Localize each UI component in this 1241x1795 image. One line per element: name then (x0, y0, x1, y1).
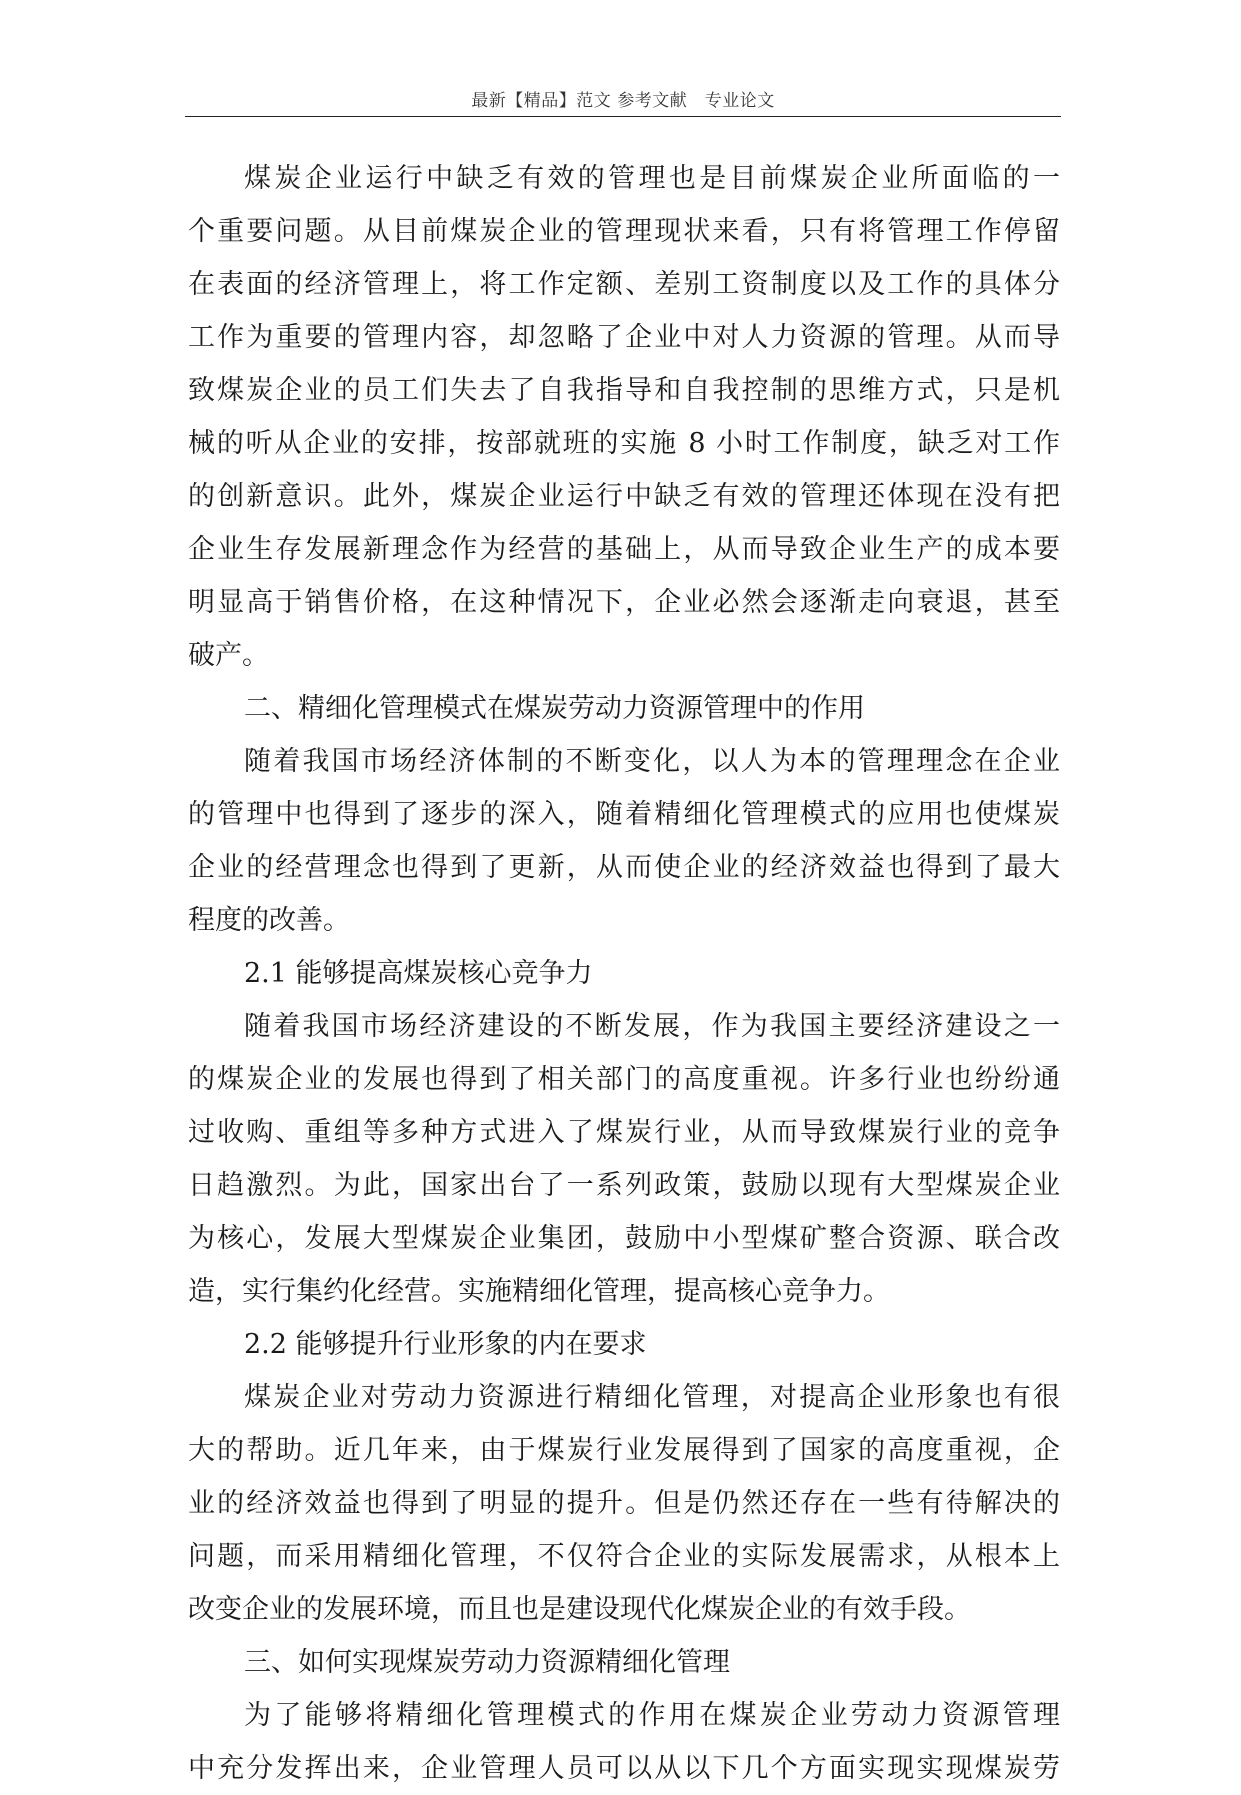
text-line: 业的经济效益也得到了明显的提升。但是仍然还存在一些有待解决的 (188, 1488, 1060, 1519)
text-line: 的管理中也得到了逐步的深入，随着精细化管理模式的应用也使煤炭 (188, 799, 1060, 830)
text-line: 程度的改善。 (188, 905, 350, 936)
text-line: 明显高于销售价格，在这种情况下，企业必然会逐渐走向衰退，甚至 (188, 587, 1060, 618)
text-line: 大的帮助。近几年来，由于煤炭行业发展得到了国家的高度重视，企 (188, 1435, 1060, 1466)
page-header (185, 86, 1061, 117)
text-line: 改变企业的发展环境，而且也是建设现代化煤炭企业的有效手段。 (188, 1594, 971, 1625)
text-line: 致煤炭企业的员工们失去了自我指导和自我控制的思维方式，只是机 (188, 375, 1060, 406)
text-line: 中充分发挥出来，企业管理人员可以从以下几个方面实现实现煤炭劳 (188, 1753, 1060, 1784)
text-line: 企业生存发展新理念作为经营的基础上，从而导致企业生产的成本要 (188, 534, 1060, 565)
text-line: 械的听从企业的安排，按部就班的实施 8 小时工作制度，缺乏对工作 (188, 428, 1060, 459)
text-line: 的煤炭企业的发展也得到了相关部门的高度重视。许多行业也纷纷通 (188, 1064, 1060, 1095)
text-line: 2.1 能够提高煤炭核心竞争力 (244, 958, 593, 989)
text-line: 二、精细化管理模式在煤炭劳动力资源管理中的作用 (244, 693, 865, 724)
text-line: 煤炭企业运行中缺乏有效的管理也是目前煤炭企业所面临的一 (244, 163, 1060, 194)
text-line: 为了能够将精细化管理模式的作用在煤炭企业劳动力资源管理 (244, 1700, 1060, 1731)
text-line: 问题，而采用精细化管理，不仅符合企业的实际发展需求，从根本上 (188, 1541, 1060, 1572)
text-line: 在表面的经济管理上，将工作定额、差别工资制度以及工作的具体分 (188, 269, 1060, 300)
text-line: 日趋激烈。为此，国家出台了一系列政策，鼓励以现有大型煤炭企业 (188, 1170, 1060, 1201)
text-line: 过收购、重组等多种方式进入了煤炭行业，从而导致煤炭行业的竞争 (188, 1117, 1060, 1148)
text-line: 破产。 (188, 640, 269, 671)
text-line: 企业的经营理念也得到了更新，从而使企业的经济效益也得到了最大 (188, 852, 1060, 883)
text-line: 工作为重要的管理内容，却忽略了企业中对人力资源的管理。从而导 (188, 322, 1060, 353)
text-line: 随着我国市场经济建设的不断发展，作为我国主要经济建设之一 (244, 1011, 1060, 1042)
text-line: 造，实行集约化经营。实施精细化管理，提高核心竞争力。 (188, 1276, 890, 1307)
text-line: 2.2 能够提升行业形象的内在要求 (244, 1329, 647, 1360)
text-line: 为核心，发展大型煤炭企业集团，鼓励中小型煤矿整合资源、联合改 (188, 1223, 1060, 1254)
text-line: 煤炭企业对劳动力资源进行精细化管理，对提高企业形象也有很 (244, 1382, 1060, 1413)
document-body (188, 152, 1060, 1795)
text-line: 随着我国市场经济体制的不断变化，以人为本的管理理念在企业 (244, 746, 1060, 777)
text-line: 个重要问题。从目前煤炭企业的管理现状来看，只有将管理工作停留 (188, 216, 1060, 247)
text-line: 的创新意识。此外，煤炭企业运行中缺乏有效的管理还体现在没有把 (188, 481, 1060, 512)
text-line: 三、如何实现煤炭劳动力资源精细化管理 (244, 1647, 730, 1678)
header-text: 最新【精品】范文 参考文献 专业论文 (471, 91, 775, 111)
